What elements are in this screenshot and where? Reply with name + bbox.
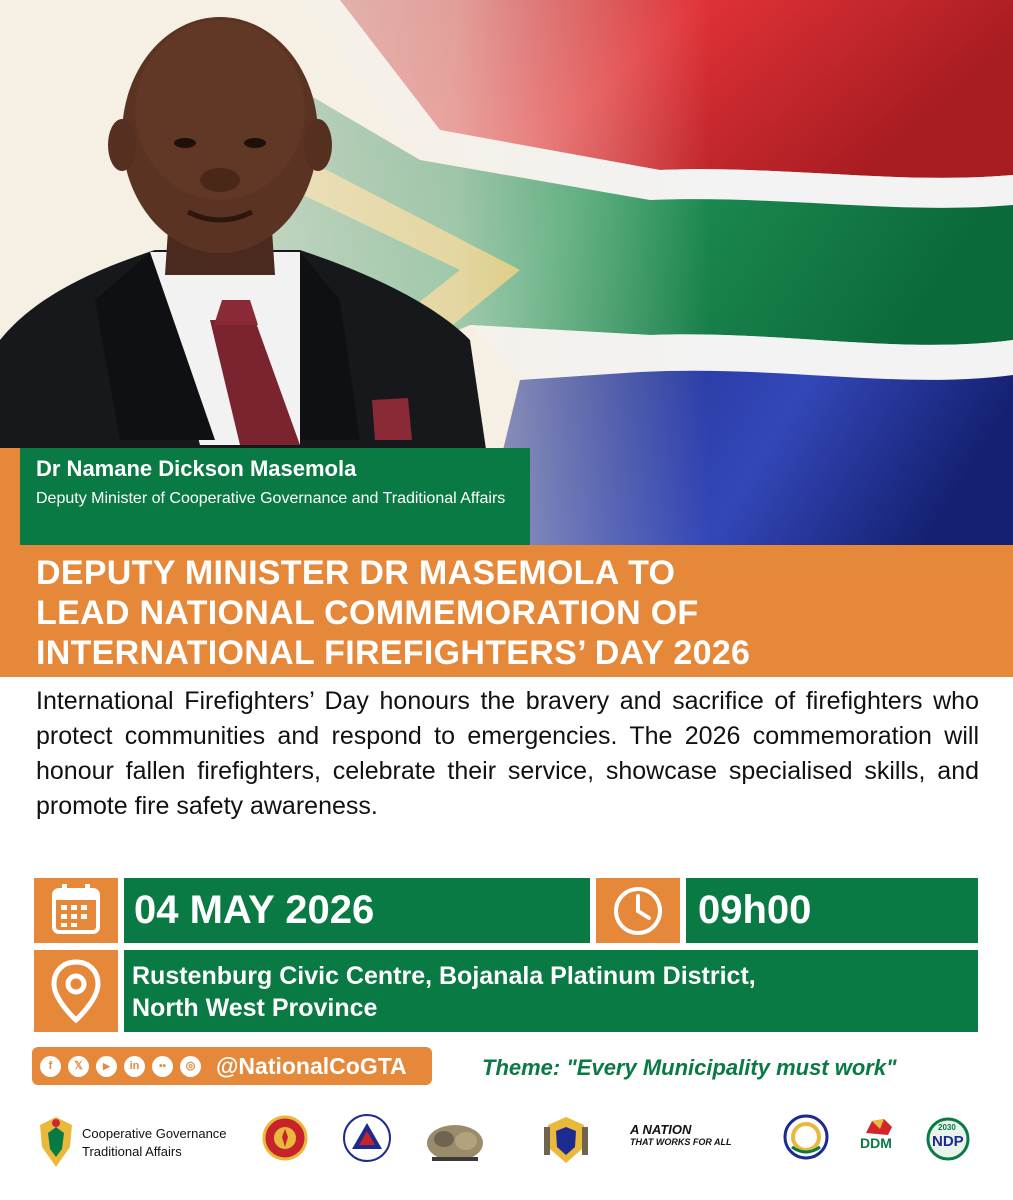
- clock-icon: [596, 878, 680, 943]
- nation-that-works-logo: [630, 1123, 742, 1149]
- hero-banner: [0, 0, 1013, 545]
- ddm-label: DDM: [860, 1135, 892, 1151]
- disaster-management-emblem: [342, 1113, 392, 1163]
- nation-line: A NATION: [630, 1122, 692, 1137]
- event-theme: Theme: "Every Municipality must work": [482, 1055, 897, 1080]
- headline-line: INTERNATIONAL FIREFIGHTERS’ DAY 2026: [36, 634, 751, 672]
- cogta-wordmark: [82, 1125, 227, 1161]
- location-icon-box: [34, 950, 118, 1032]
- headline: [36, 553, 750, 673]
- nation-line: THAT WORKS FOR ALL: [630, 1137, 732, 1147]
- facebook-icon[interactable]: f: [40, 1056, 61, 1077]
- headline-banner: [0, 545, 1013, 677]
- calendar-icon-box: [34, 878, 118, 943]
- event-venue: [124, 950, 978, 1032]
- accent-strip: [0, 448, 20, 545]
- flickr-icon[interactable]: ••: [152, 1056, 173, 1077]
- youtube-icon[interactable]: ▶: [96, 1056, 117, 1077]
- location-pin-icon: [34, 950, 118, 1032]
- headline-line: DEPUTY MINISTER DR MASEMOLA TO: [36, 554, 676, 592]
- anniversary-emblem: [782, 1113, 830, 1161]
- cogta-line: Traditional Affairs: [82, 1144, 182, 1159]
- person-role: Deputy Minister of Cooperative Governance and Traditional Affairs: [36, 490, 506, 507]
- venue-line: Rustenburg Civic Centre, Bojanala Platinum District,: [132, 962, 756, 990]
- ndp-year: 2030: [938, 1123, 956, 1132]
- coat-of-arms-logo: [32, 1115, 80, 1171]
- social-media-bar: [32, 1047, 432, 1085]
- district-municipality-emblem: [422, 1113, 488, 1167]
- event-description: International Firefighters’ Day honours the bravery and sacrifice of firefighters who protect communities and respond to emergencies. The 2026 commemoration will honour fallen firefighters, celebrate their service, showcase specialised skills, and promote fire safety awareness.: [36, 687, 979, 820]
- name-caption: [0, 448, 530, 545]
- linkedin-icon[interactable]: in: [124, 1056, 145, 1077]
- cogta-line: Cooperative Governance: [82, 1126, 227, 1141]
- ndp-label: NDP: [932, 1133, 964, 1150]
- fire-service-emblem: [262, 1115, 308, 1161]
- social-handle[interactable]: @NationalCoGTA: [216, 1053, 407, 1079]
- event-date: 04 MAY 2026: [124, 878, 590, 943]
- person-name: Dr Namane Dickson Masemola: [36, 456, 357, 481]
- ddm-logo: [858, 1117, 898, 1165]
- ndp-logo: [926, 1117, 970, 1165]
- venue-line: North West Province: [132, 994, 378, 1022]
- instagram-icon[interactable]: ◎: [180, 1056, 201, 1077]
- clock-icon-box: [596, 878, 680, 943]
- event-time: 09h00: [686, 878, 978, 943]
- calendar-icon: [34, 878, 118, 943]
- partner-logos: [0, 1095, 1013, 1200]
- headline-line: LEAD NATIONAL COMMEMORATION OF: [36, 594, 699, 632]
- municipal-coat-of-arms: [538, 1113, 594, 1169]
- ddm-map-icon: [858, 1117, 898, 1137]
- x-icon[interactable]: 𝕏: [68, 1056, 89, 1077]
